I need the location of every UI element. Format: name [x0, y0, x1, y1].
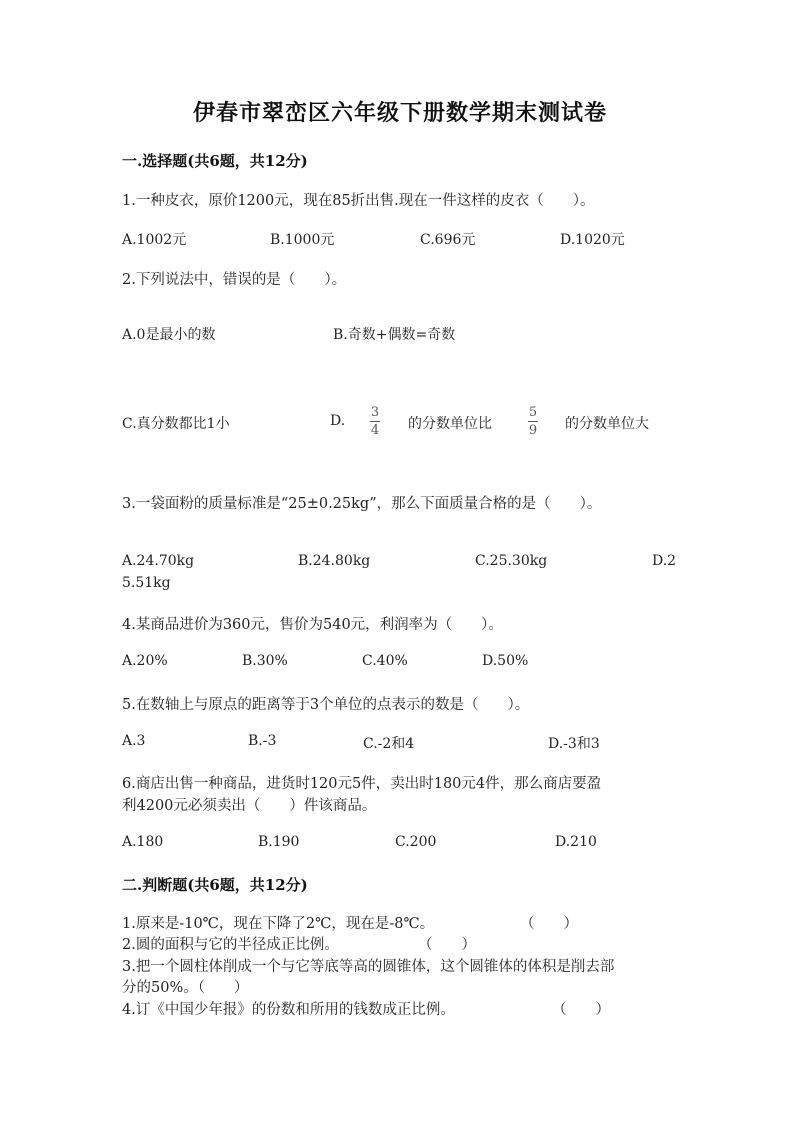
- q5-option-c: C.-2和4: [363, 736, 415, 752]
- q1-option-c: C.696元: [420, 232, 476, 248]
- q4-option-c: C.40%: [362, 653, 408, 669]
- q1-option-a: A.1002元: [122, 232, 187, 248]
- question-6-line-2: 利4200元必须卖出（ ）件该商品。: [122, 798, 377, 814]
- q2-option-c: C.真分数都比1小: [122, 416, 230, 432]
- q6-option-d: D.210: [555, 834, 597, 850]
- question-2: 2.下列说法中，错误的是（ ）。: [122, 272, 347, 288]
- q5-option-b: B.-3: [248, 733, 277, 749]
- q4-option-d: D.50%: [482, 653, 529, 669]
- q3-option-a: A.24.70kg: [122, 553, 195, 569]
- fraction-denominator: 4: [370, 423, 380, 438]
- q2-option-d-middle: 的分数单位比: [408, 416, 492, 432]
- q6-option-b: B.190: [258, 834, 300, 850]
- tf-item-4-answer-paren: （ ）: [552, 1002, 610, 1018]
- q4-option-a: A.20%: [122, 653, 168, 669]
- fraction-bar: [370, 421, 380, 422]
- q2-option-d-suffix: 的分数单位大: [565, 416, 649, 432]
- q4-option-b: B.30%: [242, 653, 288, 669]
- section-heading-choice: 一.选择题(共6题，共12分): [122, 152, 308, 170]
- q6-option-c: C.200: [395, 834, 437, 850]
- tf-item-3-line-1: 3.把一个圆柱体削成一个与它等底等高的圆锥体，这个圆锥体的体积是削去部: [122, 959, 615, 975]
- fraction-denominator: 9: [528, 423, 538, 438]
- question-3: 3.一袋面粉的质量标准是“25±0.25kg”，那么下面质量合格的是（ ）。: [122, 496, 602, 512]
- tf-item-2-answer-paren: （ ）: [418, 937, 476, 953]
- tf-item-1-answer-paren: （ ）: [520, 916, 578, 932]
- q2-option-d-prefix: D.: [330, 413, 346, 429]
- q3-option-d: D.2: [652, 553, 677, 569]
- section-heading-true-false: 二.判断题(共6题，共12分): [122, 876, 308, 894]
- fraction-three-quarters: [370, 406, 380, 437]
- tf-item-1: 1.原来是-10℃，现在下降了2℃，现在是-8℃。: [122, 916, 435, 932]
- q1-option-b: B.1000元: [270, 232, 335, 248]
- q3-option-d-wrap: 5.51kg: [122, 575, 171, 591]
- q2-option-b: B.奇数+偶数=奇数: [333, 327, 456, 343]
- question-1: 1.一种皮衣，原价1200元，现在85折出售.现在一件这样的皮衣（ ）。: [122, 193, 595, 209]
- fraction-five-ninths: [528, 406, 538, 437]
- fraction-numerator: 5: [528, 405, 538, 420]
- q3-option-b: B.24.80kg: [298, 553, 371, 569]
- tf-item-2: 2.圆的面积与它的半径成正比例。: [122, 937, 339, 953]
- q3-option-c: C.25.30kg: [475, 553, 548, 569]
- q5-option-d: D.-3和3: [548, 736, 600, 752]
- tf-item-3-line-2: 分的50%。（ ）: [122, 980, 249, 996]
- fraction-bar: [528, 421, 538, 422]
- fraction-numerator: 3: [370, 405, 380, 420]
- question-4: 4.某商品进价为360元，售价为540元，利润率为（ ）。: [122, 617, 503, 633]
- q6-option-a: A.180: [122, 834, 164, 850]
- q5-option-a: A.3: [122, 733, 146, 749]
- page-title: 伊春市翠峦区六年级下册数学期末测试卷: [192, 100, 607, 126]
- q1-option-d: D.1020元: [560, 232, 625, 248]
- q2-option-a: A.0是最小的数: [122, 327, 216, 343]
- question-5: 5.在数轴上与原点的距离等于3个单位的点表示的数是（ ）。: [122, 697, 530, 713]
- question-6-line-1: 6.商店出售一种商品，进货时120元5件，卖出时180元4件，那么商店要盈: [122, 776, 602, 792]
- tf-item-4: 4.订《中国少年报》的份数和所用的钱数成正比例。: [122, 1002, 455, 1018]
